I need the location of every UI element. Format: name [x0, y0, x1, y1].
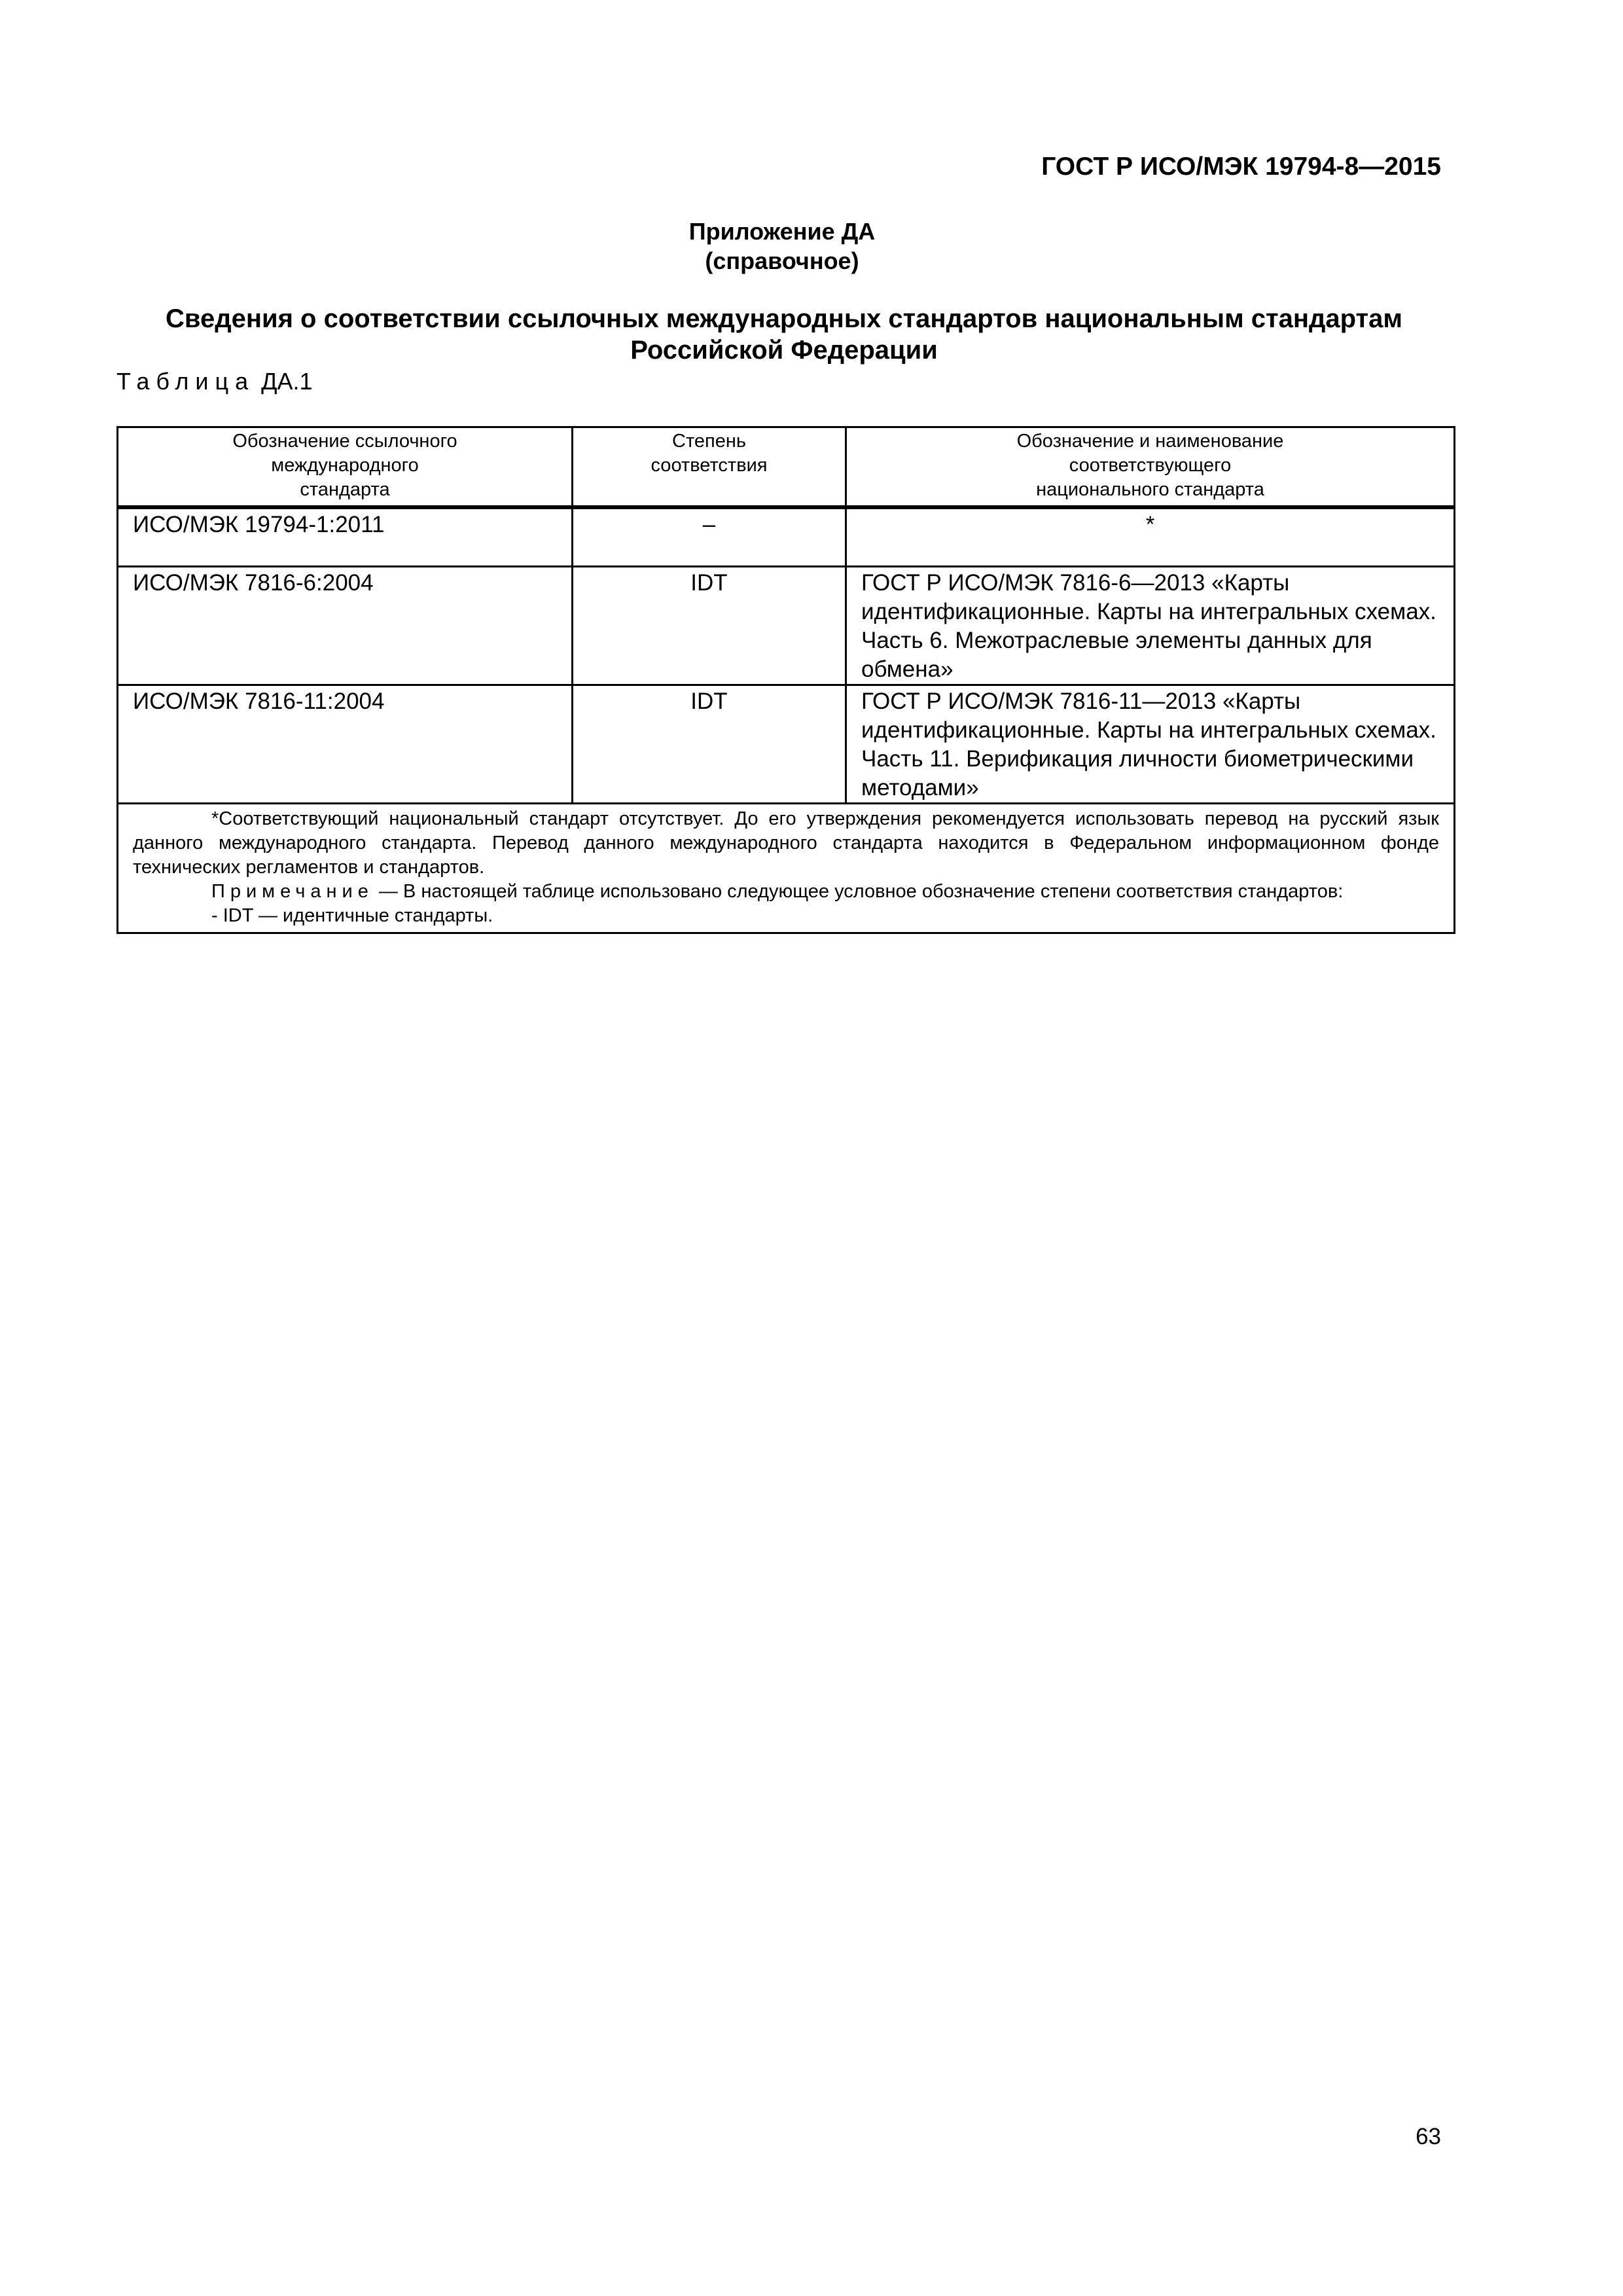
cell-degree: IDT	[573, 567, 846, 685]
table-caption-prefix: Таблица	[116, 368, 255, 395]
cell-national: *	[846, 507, 1455, 567]
document-code: ГОСТ Р ИСО/МЭК 19794-8—2015	[1041, 152, 1441, 181]
footnote-star: *Соответствующий национальный стандарт отсутствует. До его утверждения рекомендуется использовать перевод на русский язык данного международного стандарта. Перевод данного международного стандарта находится в Федеральном информационном фонде технических регламентов и стандартов.	[133, 808, 1439, 878]
page-number: 63	[1416, 2124, 1441, 2149]
header-degree	[573, 427, 846, 508]
header-line: международного	[271, 455, 419, 476]
header-national-standard	[846, 427, 1455, 508]
table-caption-number: ДА.1	[255, 368, 313, 395]
header-line: национального стандарта	[1036, 479, 1264, 500]
cell-international: ИСО/МЭК 7816-6:2004	[118, 567, 573, 685]
note-label: Примечание	[211, 881, 374, 902]
header-line: Обозначение ссылочного	[232, 431, 457, 452]
note-text: — В настоящей таблице использовано следующее условное обозначение степени соответствия стандартов:	[373, 881, 1344, 902]
main-title-line-2: Российской Федерации	[630, 336, 938, 365]
table-footnote	[118, 804, 1455, 933]
appendix-title: Приложение ДА	[688, 218, 876, 245]
cell-international: ИСО/МЭК 7816-11:2004	[118, 685, 573, 804]
header-line: соответствия	[651, 455, 768, 476]
table-row	[118, 567, 1455, 685]
cell-degree: IDT	[573, 685, 846, 804]
header-line: Обозначение и наименование	[1016, 431, 1284, 452]
main-title	[116, 303, 1452, 366]
appendix-subtitle: (справочное)	[705, 247, 859, 274]
correspondence-table	[116, 426, 1455, 934]
header-line: соответствующего	[1069, 455, 1232, 476]
cell-national: ГОСТ Р ИСО/МЭК 7816-11—2013 «Карты идентификационные. Карты на интегральных схемах. Часть 11. Верификация личности биометрическими методами»	[846, 685, 1455, 804]
table-footnote-row	[118, 804, 1455, 933]
main-title-line-1: Сведения о соответствии ссылочных международных стандартов национальным стандартам	[166, 304, 1402, 333]
appendix-heading	[0, 217, 1564, 276]
cell-international: ИСО/МЭК 19794-1:2011	[118, 507, 573, 567]
table-caption	[116, 368, 313, 395]
cell-national: ГОСТ Р ИСО/МЭК 7816-6—2013 «Карты идентификационные. Карты на интегральных схемах. Часть 6. Межотраслевые элементы данных для обмена»	[846, 567, 1455, 685]
footnote-note	[133, 880, 1439, 904]
header-international-standard	[118, 427, 573, 508]
table-row	[118, 685, 1455, 804]
table-row	[118, 507, 1455, 567]
header-line: Степень	[672, 431, 746, 452]
footnote-idt: - IDT — идентичные стандарты.	[211, 905, 493, 926]
header-line: стандарта	[300, 479, 390, 500]
table-header-row	[118, 427, 1455, 508]
cell-degree: –	[573, 507, 846, 567]
